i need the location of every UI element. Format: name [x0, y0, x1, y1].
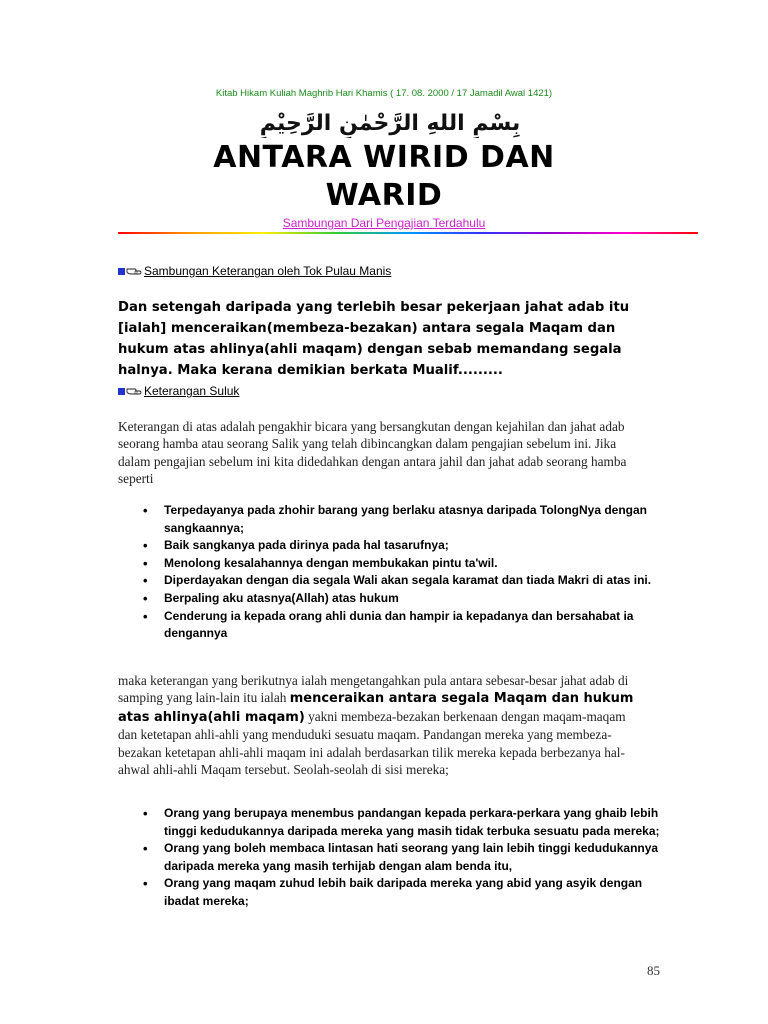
blue-square-icon [118, 268, 125, 275]
list-item: • Cenderung ia kepada orang ahli dunia dan hampir ia kepadanya dan bersahabat ia dengannya [140, 608, 660, 643]
section-heading-label: Keterangan Suluk [144, 384, 240, 398]
basmalah-calligraphy [250, 104, 530, 138]
subtitle-text: Sambungan Dari Pengajian Terdahulu [282, 216, 486, 230]
pointing-hand-icon [126, 265, 142, 277]
pointing-hand-icon [126, 385, 142, 397]
page-title-line-1: ANTARA WIRID DAN [213, 140, 555, 175]
section-heading-2 [118, 384, 239, 398]
section-heading-label: Sambungan Keterangan oleh Tok Pulau Manis [144, 264, 392, 278]
list-item: • Orang yang boleh membaca lintasan hati seorang yang lain lebih tinggi kedudukannya daripada mereka yang masih terhijab dengan alam benda itu, [140, 840, 660, 875]
bullet-list-2 [140, 805, 660, 911]
rainbow-divider [118, 232, 698, 234]
svg-text:بِسْمِ اللهِ الرَّحْمٰنِ الرَّ: بِسْمِ اللهِ الرَّحْمٰنِ الرَّحِيْمِ [259, 111, 521, 136]
list-item: • Berpaling aku atasnya(Allah) atas hukum [140, 590, 660, 608]
list-item: • Orang yang maqam zuhud lebih baik daripada mereka yang abid yang asyik dengan ibadat mereka; [140, 875, 660, 910]
body-paragraph-2 [118, 672, 648, 778]
section-heading-1 [118, 264, 391, 278]
quote-paragraph: Dan setengah daripada yang terlebih besar pekerjaan jahat adab itu [ialah] menceraikan(membeza-bezakan) antara segala Maqam dan hukum atas ahlinya(ahli maqam) dengan sebab memandang segala halnya. Maka kerana demikian berkata Mualif......... [118, 300, 630, 378]
page-number: 85 [647, 963, 660, 978]
list-item: • Menolong kesalahannya dengan membukakan pintu ta'wil. [140, 555, 660, 573]
para-emphasis: menceraikan antara segala Maqam dan hukum atas ahlinya(ahli maqam) [118, 691, 634, 725]
list-item: • Baik sangkanya pada dirinya pada hal tasarufnya; [140, 537, 660, 555]
body-paragraph-1: Keterangan di atas adalah pengakhir bicara yang bersangkutan dengan kejahilan dan jahat adab seorang hamba atau seorang Salik yang telah dibincangkan dalam pengajian sebelum ini. Jika dalam pengajian sebelum ini kita didedahkan dengan antara jahil dan jahat adab seorang hamba seperti [118, 419, 627, 487]
blue-square-icon [118, 388, 125, 395]
para-text: maka keterangan yang berikutnya ialah mengetangahkan pula antara sebesar-besar jahat adab di samping yang lain-lain itu ialah [118, 673, 629, 706]
list-item: • Diperdayakan dengan dia segala Wali akan segala karamat dan tiada Makri di atas ini. [140, 572, 660, 590]
para-text: yakni membeza-bezakan berkenaan dengan maqam-maqam dan ketetapan ahli-ahli yang menduduki sesuatu maqam. Pandangan mereka yang membeza-bezakan ketetapan ahli-ahli maqam ini adalah berdasarkan tilik mereka kepada berbezanya hal-ahwal ahli-ahli Maqam tersebut. Seolah-seolah di sisi mereka; [118, 708, 626, 778]
bullet-list-1 [140, 502, 660, 643]
list-item: • Orang yang berupaya menembus pandangan kepada perkara-perkara yang ghaib lebih tinggi kedudukannya daripada mereka yang masih tidak terbuka sesuatu pada mereka; [140, 805, 660, 840]
source-line: Kitab Hikam Kuliah Maghrib Hari Khamis ( 17. 08. 2000 / 17 Jamadil Awal 1421) [215, 88, 553, 99]
page-title-line-2: WARID [325, 178, 443, 213]
list-item: • Terpedayanya pada zhohir barang yang berlaku atasnya daripada TolongNya dengan sangkaannya; [140, 502, 660, 537]
subtitle [0, 216, 768, 230]
